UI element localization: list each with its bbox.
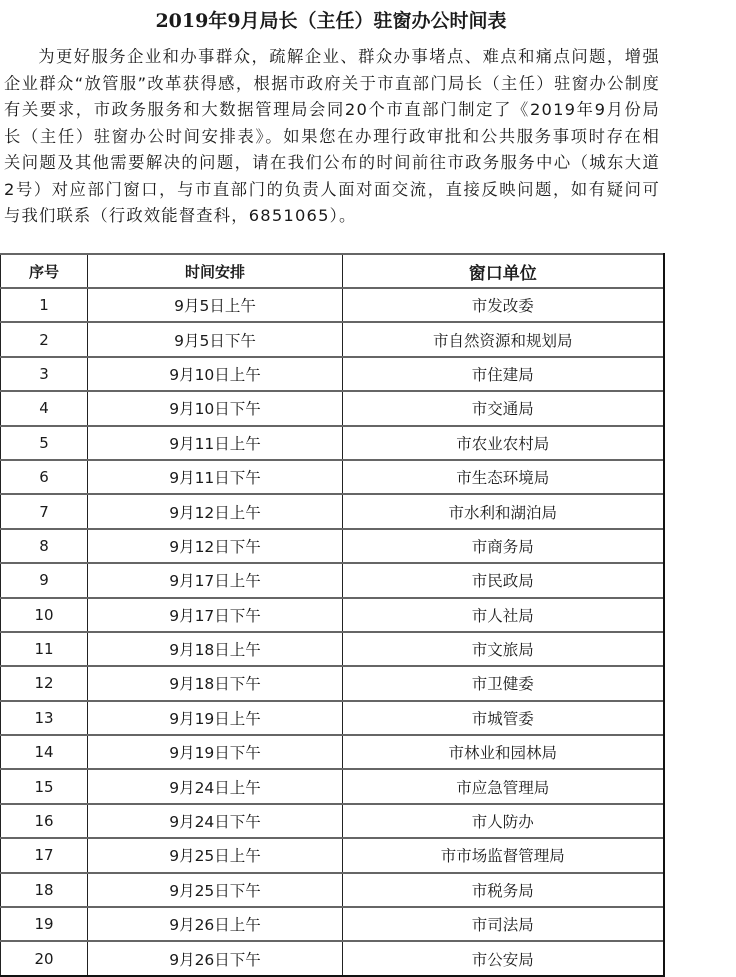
header-unit: 窗口单位 — [343, 254, 664, 288]
row-unit: 市交通局 — [343, 391, 664, 425]
row-index: 6 — [1, 460, 88, 494]
row-time: 9月18日上午 — [88, 632, 343, 666]
row-index: 18 — [1, 873, 88, 907]
row-time: 9月10日下午 — [88, 391, 343, 425]
row-time: 9月17日下午 — [88, 598, 343, 632]
document-title: 2019年9月局长（主任）驻窗办公时间表 — [155, 10, 507, 32]
table-row — [1, 838, 664, 872]
row-unit: 市民政局 — [343, 563, 664, 597]
row-index: 7 — [1, 494, 88, 528]
table-row — [1, 529, 664, 563]
row-time: 9月25日下午 — [88, 873, 343, 907]
table-row — [1, 391, 664, 425]
row-unit: 市卫健委 — [343, 666, 664, 700]
row-unit: 市林业和园林局 — [343, 735, 664, 769]
table-body — [1, 288, 664, 976]
row-unit: 市生态环境局 — [343, 460, 664, 494]
row-index: 14 — [1, 735, 88, 769]
schedule-table — [0, 253, 665, 977]
row-unit: 市应急管理局 — [343, 769, 664, 803]
row-time: 9月24日下午 — [88, 804, 343, 838]
table-row — [1, 735, 664, 769]
row-unit: 市发改委 — [343, 288, 664, 322]
table-row — [1, 769, 664, 803]
row-time: 9月5日上午 — [88, 288, 343, 322]
table-row — [1, 460, 664, 494]
row-index: 2 — [1, 322, 88, 356]
table-row — [1, 632, 664, 666]
row-unit: 市公安局 — [343, 941, 664, 975]
row-time: 9月19日下午 — [88, 735, 343, 769]
row-time: 9月10日上午 — [88, 357, 343, 391]
row-index: 3 — [1, 357, 88, 391]
row-index: 9 — [1, 563, 88, 597]
table-row — [1, 563, 664, 597]
row-unit: 市农业农村局 — [343, 426, 664, 460]
row-time: 9月12日下午 — [88, 529, 343, 563]
table-header-row — [1, 254, 664, 288]
row-unit: 市市场监督管理局 — [343, 838, 664, 872]
row-index: 12 — [1, 666, 88, 700]
header-time: 时间安排 — [88, 254, 343, 288]
row-index: 13 — [1, 701, 88, 735]
row-unit: 市人社局 — [343, 598, 664, 632]
header-index: 序号 — [1, 254, 88, 288]
row-time: 9月18日下午 — [88, 666, 343, 700]
table-row — [1, 357, 664, 391]
table-row — [1, 873, 664, 907]
row-time: 9月11日下午 — [88, 460, 343, 494]
row-unit: 市自然资源和规划局 — [343, 322, 664, 356]
row-index: 15 — [1, 769, 88, 803]
table-row — [1, 666, 664, 700]
row-unit: 市住建局 — [343, 357, 664, 391]
row-unit: 市人防办 — [343, 804, 664, 838]
table-row — [1, 322, 664, 356]
row-time: 9月19日上午 — [88, 701, 343, 735]
row-time: 9月17日上午 — [88, 563, 343, 597]
table-row — [1, 907, 664, 941]
row-unit: 市税务局 — [343, 873, 664, 907]
row-unit: 市文旅局 — [343, 632, 664, 666]
table-row — [1, 941, 664, 975]
row-index: 8 — [1, 529, 88, 563]
row-index: 19 — [1, 907, 88, 941]
row-time: 9月26日下午 — [88, 941, 343, 975]
row-time: 9月5日下午 — [88, 322, 343, 356]
row-index: 17 — [1, 838, 88, 872]
row-index: 10 — [1, 598, 88, 632]
row-index: 16 — [1, 804, 88, 838]
row-time: 9月12日上午 — [88, 494, 343, 528]
table-row — [1, 804, 664, 838]
row-index: 11 — [1, 632, 88, 666]
row-time: 9月11日上午 — [88, 426, 343, 460]
table-row — [1, 598, 664, 632]
row-time: 9月24日上午 — [88, 769, 343, 803]
row-time: 9月26日上午 — [88, 907, 343, 941]
row-index: 4 — [1, 391, 88, 425]
row-index: 20 — [1, 941, 88, 975]
row-unit: 市水利和湖泊局 — [343, 494, 664, 528]
table-row — [1, 426, 664, 460]
table-row — [1, 701, 664, 735]
row-time: 9月25日上午 — [88, 838, 343, 872]
row-index: 5 — [1, 426, 88, 460]
row-unit: 市司法局 — [343, 907, 664, 941]
row-index: 1 — [1, 288, 88, 322]
table-row — [1, 288, 664, 322]
row-unit: 市商务局 — [343, 529, 664, 563]
table-row — [1, 494, 664, 528]
intro-paragraph: 为更好服务企业和办事群众，疏解企业、群众办事堵点、难点和痛点问题，增强企业群众“放管服”改革获得感，根据市政府关于市直部门局长（主任）驻窗办公制度有关要求，市政务服务和大数据管理局会同20个市直部门制定了《2019年9月份局长（主任）驻窗办公时间安排表》。如果您在办理行政审批和公共服务事项时存在相关问题及其他需要解决的问题，请在我们公布的时间前往市政务服务中心（城东大道2号）对应部门窗口，与市直部门的负责人面对面交流，直接反映问题，如有疑问可与我们联系（行政效能督查科，6851065）。 — [4, 47, 660, 225]
row-unit: 市城管委 — [343, 701, 664, 735]
